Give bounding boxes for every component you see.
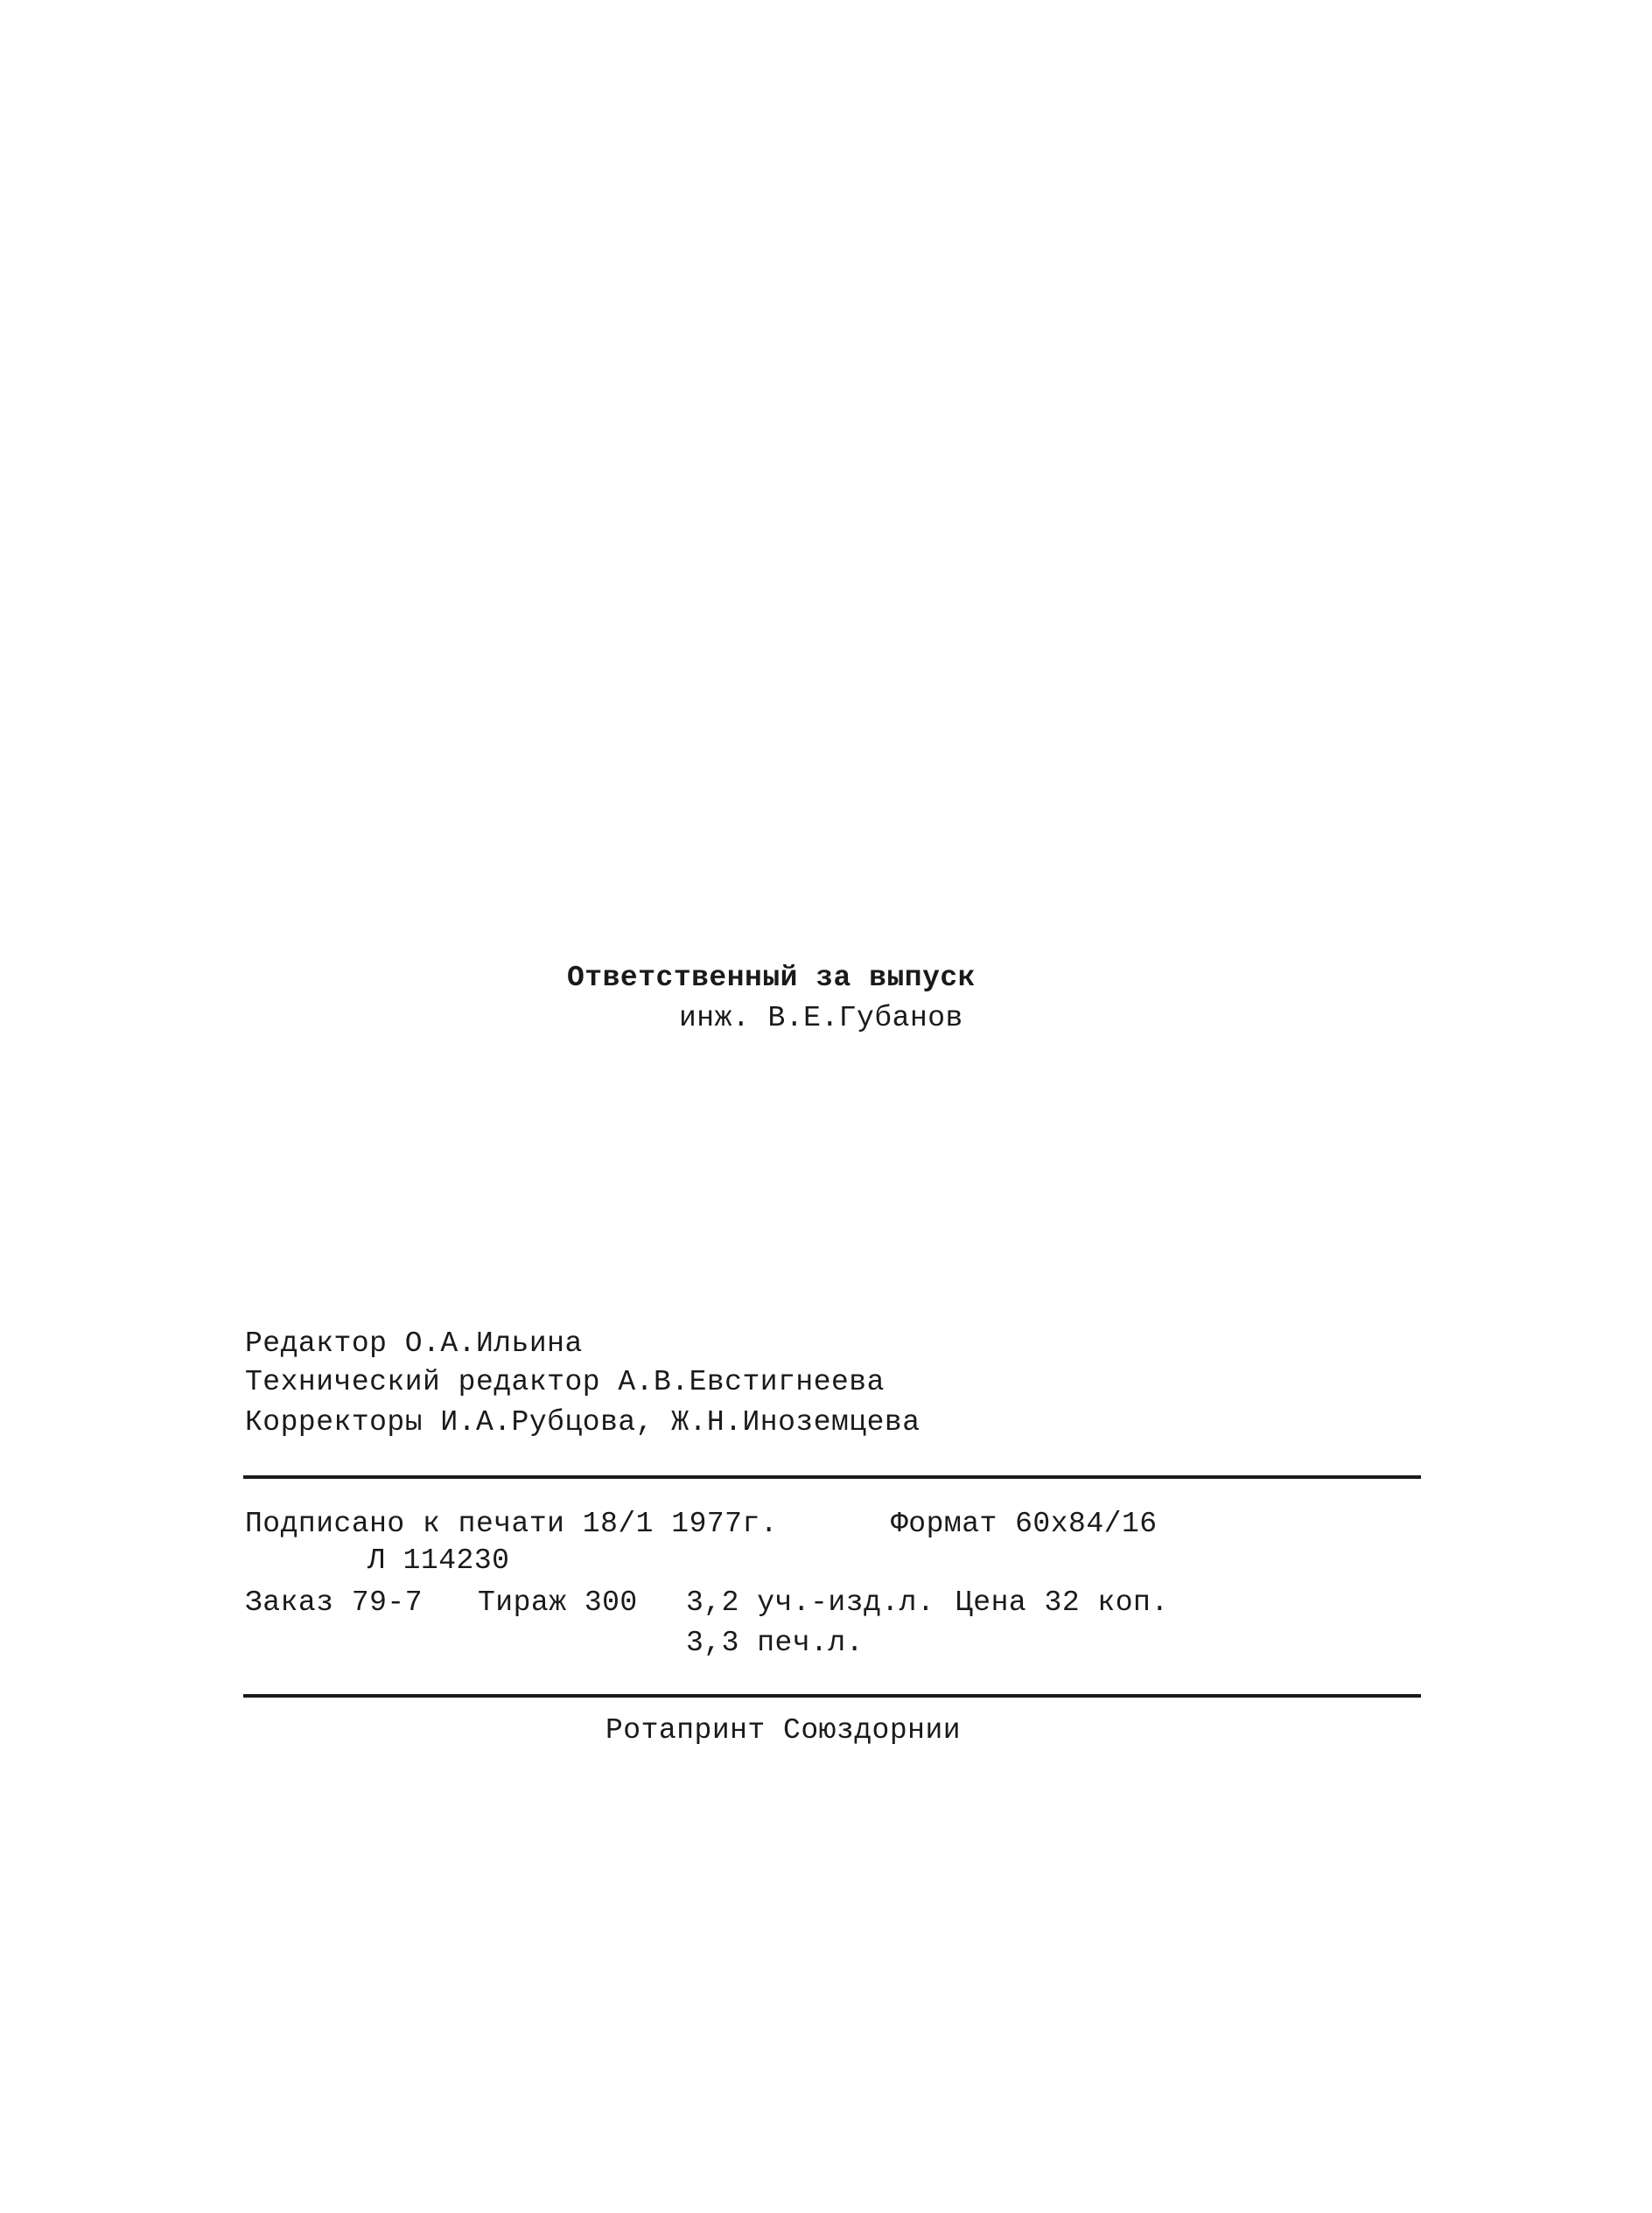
top-divider	[243, 1475, 1421, 1479]
paper-format: Формат 60х84/16	[891, 1508, 1158, 1540]
printer-name: Ротапринт Союздорнии	[606, 1714, 962, 1747]
responsible-person: инж. В.Е.Губанов	[679, 1002, 963, 1034]
editor-credit: Редактор О.А.Ильина	[245, 1327, 583, 1360]
print-run: Тираж 300	[478, 1586, 638, 1619]
bottom-divider	[243, 1694, 1421, 1698]
edition-sheets: 3,2 уч.-изд.л.	[686, 1586, 935, 1619]
proofreaders-credit: Корректоры И.А.Рубцова, Ж.Н.Иноземцева	[245, 1406, 920, 1439]
tech-editor-credit: Технический редактор А.В.Евстигнеева	[245, 1366, 885, 1398]
license-number: Л 114230	[368, 1544, 510, 1577]
responsible-title: Ответственный за выпуск	[567, 962, 976, 994]
print-sheets: 3,3 печ.л.	[686, 1627, 864, 1659]
order-number: Заказ 79-7	[245, 1586, 424, 1619]
signed-date: Подписано к печати 18/1 1977г.	[245, 1508, 779, 1540]
price: Цена 32 коп.	[956, 1586, 1169, 1619]
